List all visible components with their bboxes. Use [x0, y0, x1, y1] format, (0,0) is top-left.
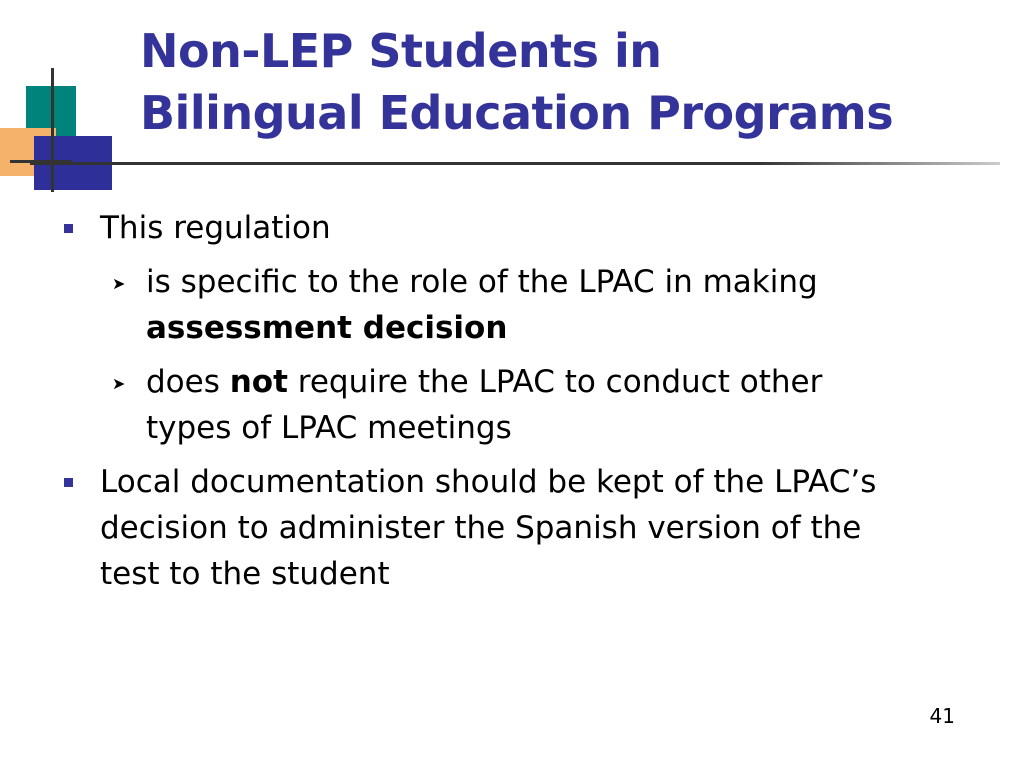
bullet-item-2-line-3: test to the student	[100, 556, 390, 592]
bullet-item-2-line-1: Local documentation should be kept of the LPAC’s	[100, 464, 877, 500]
sub-bullet-item-2-pre: does	[146, 364, 230, 400]
square-bullet-icon	[64, 224, 73, 233]
slide-body	[60, 205, 990, 599]
sub-bullet-item-1-bold: assessment decision	[146, 310, 508, 346]
sub-bullet-item-2-bold: not	[229, 364, 288, 400]
sub-bullet-item-1	[100, 259, 990, 351]
slide-title-line-1: Non-LEP Students in	[140, 24, 662, 78]
sub-bullet-item-2	[100, 359, 990, 451]
square-bullet-icon	[64, 478, 73, 487]
slide-title-line-2: Bilingual Education Programs	[140, 86, 894, 140]
sub-bullet-item-2-line-2: types of LPAC meetings	[146, 410, 512, 446]
title-underline-rule	[30, 162, 1000, 165]
bullet-item-2-line-2: decision to administer the Spanish version of the	[100, 510, 862, 546]
slide-title	[140, 20, 893, 144]
bullet-item-1	[60, 205, 990, 451]
logo-vertical-line	[51, 68, 54, 192]
bullet-item-2	[60, 459, 990, 597]
sub-bullet-item-1-line-1: is specific to the role of the LPAC in making	[146, 264, 818, 300]
arrow-bullet-icon: ➤	[112, 274, 126, 293]
bullet-item-1-text: This regulation	[100, 210, 331, 246]
sub-bullet-item-2-post: require the LPAC to conduct other	[287, 364, 823, 400]
page-number: 41	[929, 704, 955, 728]
arrow-bullet-icon: ➤	[112, 374, 126, 393]
